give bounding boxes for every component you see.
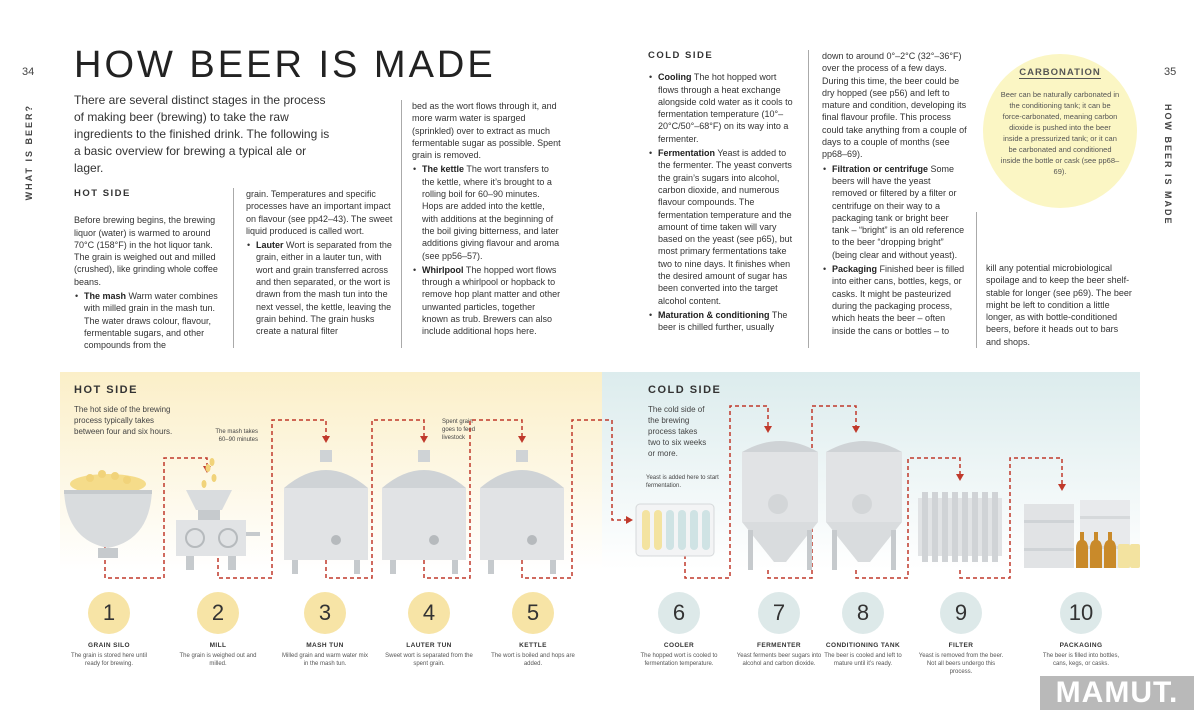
step-number: 4 — [408, 592, 450, 634]
whirlpool-bullet — [412, 264, 562, 338]
step-packaging — [1036, 592, 1126, 668]
step-name: LAUTER TUN — [406, 642, 452, 649]
carbonation-callout — [983, 54, 1137, 208]
page-title: HOW BEER IS MADE — [74, 44, 496, 86]
step-name: COOLER — [663, 642, 695, 649]
step-name: PACKAGING — [1059, 642, 1103, 649]
step-description: The beer is filled into bottles, cans, kegs, or casks. — [1042, 653, 1120, 667]
step-conditioning-tank — [818, 592, 908, 668]
maturation-label: Maturation & conditioning — [658, 309, 770, 320]
text-column-1 — [74, 188, 224, 354]
step-description: The wort is boiled and hops are added. — [491, 653, 575, 667]
fermentation-label: Fermentation — [658, 148, 716, 159]
step-lauter-tun — [384, 592, 474, 668]
hot-side-band — [60, 372, 602, 570]
mash-label: The mash — [84, 291, 127, 302]
note-mash: The mash takes 60–90 minutes — [215, 429, 258, 443]
step-cooler — [634, 592, 724, 668]
packaging-text: Finished beer is filled into either cans, bottles, kegs, or casks. It might be pasteurized during the packaging process, which heats the beer – often inside the cans or bottles – to — [832, 264, 965, 336]
carbonation-text: Beer can be naturally carbonated in the conditioning tank; it can be force-carbonated, meaning carbon dioxide is pushed into the beer inside a pressurized tank; or it can be carbonated and conditioned inside the bottle or cask (see pp68–69). — [1000, 90, 1120, 176]
fermentation-bullet — [648, 147, 794, 307]
packaging-label: Packaging — [832, 264, 878, 275]
step-name: KETTLE — [519, 642, 547, 649]
lauter-label: Lauter — [256, 240, 284, 251]
text-column-2 — [246, 188, 394, 340]
step-kettle — [488, 592, 578, 668]
fermentation-text: Yeast is added to the fermenter. The yeast converts the grain’s sugars into alcohol, carbon dioxide, and numerous flavour compounds. The fermentation temperature and the amount of time taken will vary based on the yeast (see p65), but most primary fermentations take two to nine days. It finishes when the desired amount of sugar has been converted into the target alcohol content. — [658, 148, 793, 306]
step-description: Sweet wort is separated from the spent grain. — [385, 653, 473, 667]
step-name: GRAIN SILO — [88, 642, 130, 649]
step-number: 3 — [304, 592, 346, 634]
step-mash-tun — [280, 592, 370, 668]
step-description: The hopped wort is cooled to fermentation temperature. — [640, 653, 718, 667]
step-description: The grain is stored here until ready for brewing. — [70, 653, 148, 667]
whirlpool-label: Whirlpool — [422, 264, 464, 275]
step-mill — [173, 592, 263, 668]
diagram-cold-desc: The cold side of the brewing process takes two to six weeks or more. — [648, 405, 707, 458]
step-description: The grain is weighed out and milled. — [179, 653, 257, 667]
col1-paragraph: Before brewing begins, the brewing liquor (water) is warmed to around 70°C (158°F) in the hot liquor tank. The grain is weighed out and milled (crushed), like grinding whole coffee beans. — [74, 215, 218, 287]
filtration-label: Filtration or centrifuge — [832, 163, 929, 174]
text-column-6 — [986, 262, 1132, 350]
step-number: 9 — [940, 592, 982, 634]
kettle-text: The wort transfers to the kettle, where it’s brought to a rolling boil for 60–90 minutes. Hops are added into the kettle, with additions at the beginning of the boil giving bitterness, and later additions giving flavour and aroma (see pp56–57). — [422, 164, 560, 261]
page-number-right: 35 — [1164, 66, 1177, 78]
note-yeast: Yeast is added here to start fermentation. — [646, 475, 719, 489]
column-divider — [976, 212, 977, 348]
text-column-5 — [822, 50, 968, 339]
cold-side-heading: COLD SIDE — [648, 50, 714, 61]
step-filter — [916, 592, 1006, 676]
lauter-bullet — [246, 239, 394, 337]
step-fermenter — [734, 592, 824, 668]
step-name: CONDITIONING TANK — [825, 642, 901, 649]
step-name: MASH TUN — [306, 642, 344, 649]
filtration-bullet — [822, 163, 968, 261]
cooling-label: Cooling — [658, 72, 692, 83]
maturation-text: The beer is chilled further, usually — [658, 309, 788, 333]
kettle-bullet — [412, 163, 562, 261]
step-description: The beer is cooled and left to mature until it’s ready. — [824, 653, 902, 667]
step-number: 7 — [758, 592, 800, 634]
watermark: MAMUT. — [1040, 676, 1194, 710]
whirlpool-text: The hopped wort flows through a whirlpool or hopback to remove hop plant matter and other unwanted particles, together known as trub. Brewers can also include additional hops here. — [422, 264, 561, 337]
step-grain-silo — [64, 592, 154, 668]
side-tab-left: WHAT IS BEER? — [24, 104, 34, 201]
cooling-bullet — [648, 71, 794, 145]
step-name: FILTER — [948, 642, 974, 649]
step-number: 2 — [197, 592, 239, 634]
side-tab-right: HOW BEER IS MADE — [1163, 104, 1173, 226]
maturation-bullet — [648, 309, 794, 334]
mash-bullet — [74, 290, 224, 351]
hot-side-heading: HOT SIDE — [74, 188, 131, 199]
text-column-4 — [648, 50, 794, 336]
cooling-text: The hot hopped wort flows through a heat exchange alongside cold water as it cools to fermentation temperature (10°–20°C/50°–68°F) on its way into a fermenter. — [658, 72, 793, 144]
col5-paragraph: down to around 0°–2°C (32°–36°F) over the process of a few days. During this time, the beer could be dry hopped (see p56) and left to mature and condition, developing its final flavour profile. This process could take anything from a couple of days to a couple of months (see pp68–69). — [822, 51, 967, 160]
note-spent-grain: Spent grain goes to feed livestock — [442, 419, 476, 441]
step-number: 8 — [842, 592, 884, 634]
step-description: Yeast ferments beer sugars into alcohol and carbon dioxide. — [736, 653, 822, 667]
page-number-left: 34 — [22, 66, 35, 78]
cold-side-band — [602, 372, 1140, 570]
step-description: Yeast is removed from the beer. Not all beers undergo this process. — [918, 653, 1004, 675]
column-divider — [401, 100, 402, 348]
step-name: FERMENTER — [756, 642, 802, 649]
diagram-cold-title: COLD SIDE — [648, 384, 722, 396]
diagram-hot-title: HOT SIDE — [74, 384, 138, 396]
step-number: 6 — [658, 592, 700, 634]
text-column-3 — [412, 100, 562, 340]
step-number: 5 — [512, 592, 554, 634]
col6-paragraph: kill any potential microbiological spoilage and to keep the beer shelf-stable for longer (see p69). The beer might be left to condition a little longer, as with bottle-conditioned beers, before it heads out to bars and shops. — [986, 263, 1132, 347]
step-name: MILL — [209, 642, 227, 649]
packaging-bullet — [822, 263, 968, 337]
filtration-text: Some beers will have the yeast removed or filtered by a filter or centrifuge on their way to a packaging tank or bright beer tank – “bright” is an old reference to the beer “dropping bright” (being clear and without yeast). — [832, 163, 965, 260]
intro-paragraph: There are several distinct stages in the process of making beer (brewing) to take the raw ingredients to the finished drink. The following is a basic overview for brewing a typical ale or lager. — [74, 93, 330, 175]
mash-text: Warm water combines with milled grain in the mash tun. The water draws colour, flavour, fermentable sugars, and other compounds from the — [84, 291, 218, 351]
step-number: 10 — [1060, 592, 1102, 634]
step-description: Milled grain and warm water mix in the mash tun. — [281, 653, 369, 667]
column-divider — [808, 50, 809, 348]
kettle-label: The kettle — [422, 164, 465, 175]
step-number: 1 — [88, 592, 130, 634]
col2-paragraph: grain. Temperatures and specific processes have an important impact on flavour (see pp42–43). The sweet liquid produced is called wort. — [246, 189, 393, 236]
diagram-hot-desc: The hot side of the brewing process typically takes between four and six hours. — [74, 405, 173, 436]
column-divider — [233, 188, 234, 348]
carbonation-title: CARBONATION — [1019, 67, 1101, 78]
lauter-text: Wort is separated from the grain, either in a lauter tun, with wort and grain transferred across and then separated, or the wort is drawn from the mash tun into the next vessel, the kettle, leaving the grain behind. The grain husks create a natural filter — [256, 240, 392, 337]
col3-paragraph: bed as the wort flows through it, and more warm water is sparged (sprinkled) over to extract as much fermentable sugar as possible. Spent grain is removed. — [412, 101, 561, 161]
